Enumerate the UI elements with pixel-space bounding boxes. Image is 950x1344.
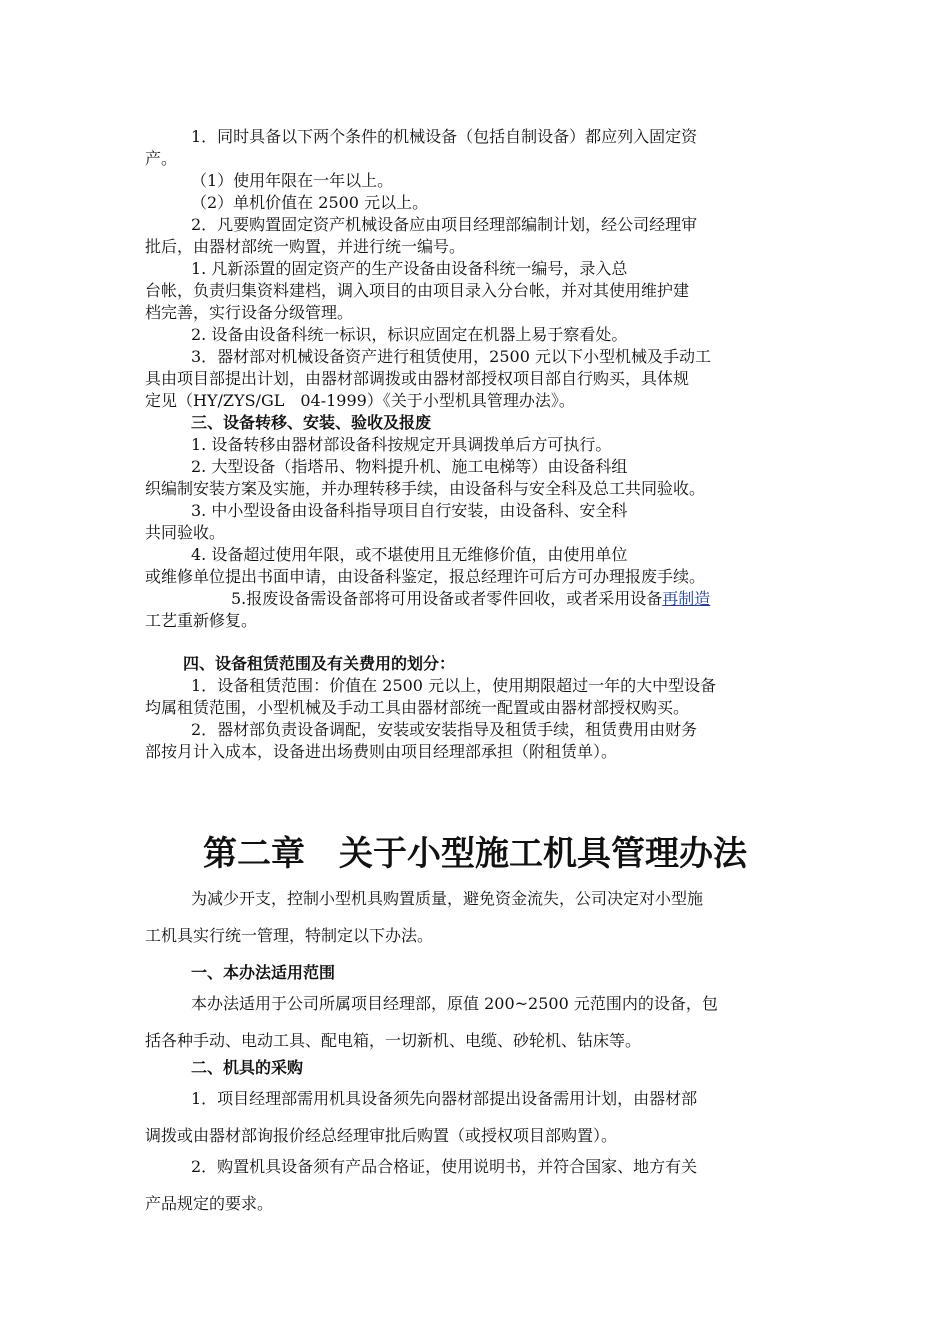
text-line: 本办法适用于公司所属项目经理部，原值 200~2500 元范围内的设备，包	[191, 994, 718, 1013]
text-line: 3．器材部对机械设备资产进行租赁使用，2500 元以下小型机械及手动工	[191, 347, 711, 366]
chapter-title: 第二章 关于小型施工机具管理办法	[203, 834, 747, 874]
heading-text: 二、机具的采购	[191, 1058, 304, 1077]
text-line: 3. 中小型设备由设备科指导项目自行安装，由设备科、安全科	[191, 501, 628, 520]
text-line: 共同验收。	[145, 523, 226, 542]
text-line: 产。	[145, 149, 178, 168]
text-line: 或维修单位提出书面申请，由设备科鉴定，报总经理许可后方可办理报废手续。	[145, 567, 706, 586]
text-line: 产品规定的要求。	[145, 1194, 274, 1213]
text-line	[231, 588, 710, 610]
heading-text: 三、设备转移、安装、验收及报废	[191, 413, 432, 432]
text-line: 1．项目经理部需用机具设备须先向器材部提出设备需用计划，由器材部	[191, 1089, 698, 1108]
text-line: 台帐，负责归集资料建档，调入项目的由项目录入分台帐，并对其使用维护建	[145, 281, 690, 300]
text-line: 2. 大型设备（指塔吊、物料提升机、施工电梯等）由设备科组	[191, 457, 628, 476]
text-line: 2．凡要购置固定资产机械设备应由项目经理部编制计划，经公司经理审	[191, 215, 698, 234]
text-line: 均属租赁范围，小型机械及手动工具由器材部统一配置或由器材部授权购买。	[145, 698, 690, 717]
text-line: 1. 设备转移由器材部设备科按规定开具调拨单后方可执行。	[191, 435, 612, 454]
text-line: 括各种手动、电动工具、配电箱，一切新机、电缆、砂轮机、钻床等。	[145, 1031, 642, 1050]
text-line: 档完善，实行设备分级管理。	[145, 303, 354, 322]
text-line: 1．同时具备以下两个条件的机械设备（包括自制设备）都应列入固定资	[191, 127, 698, 146]
remanufacturing-link[interactable]: 再制造	[662, 589, 711, 608]
text-line: 具由项目部提出计划，由器材部调拨或由器材部授权项目部自行购买，具体规	[145, 369, 690, 388]
text-line: 工机具实行统一管理，特制定以下办法。	[145, 926, 434, 945]
text-line: 4. 设备超过使用年限，或不堪使用且无维修价值，由使用单位	[191, 545, 628, 564]
text-line: 为减少开支，控制小型机具购置质量，避免资金流失，公司决定对小型施	[191, 889, 704, 908]
text-line: 工艺重新修复。	[145, 611, 258, 630]
text-line: 2．器材部负责设备调配，安装或安装指导及租赁手续，租赁费用由财务	[191, 720, 698, 739]
text-line: （2）单机价值在 2500 元以上。	[191, 193, 429, 212]
text-line: 部按月计入成本，设备进出场费则由项目经理部承担（附租赁单）。	[145, 742, 618, 761]
text-line: 织编制安装方案及实施，并办理转移手续，由设备科与安全科及总工共同验收。	[145, 479, 706, 498]
text-line: 1．设备租赁范围：价值在 2500 元以上，使用期限超过一年的大中型设备	[191, 676, 717, 695]
text-line: 1. 凡新添置的固定资产的生产设备由设备科统一编号，录入总	[191, 259, 628, 278]
text-line: 2. 设备由设备科统一标识，标识应固定在机器上易于察看处。	[191, 325, 628, 344]
text-segment: 5.报废设备需设备部将可用设备或者零件回收，或者采用设备	[231, 589, 663, 608]
text-line: （1）使用年限在一年以上。	[191, 171, 394, 190]
heading-text: 一、本办法适用范围	[191, 963, 336, 982]
text-line: 2．购置机具设备须有产品合格证，使用说明书，并符合国家、地方有关	[191, 1157, 698, 1176]
text-line: 调拨或由器材部询报价经总经理审批后购置（或授权项目部购置）。	[145, 1126, 618, 1145]
text-line: 批后，由器材部统一购置，并进行统一编号。	[145, 237, 466, 256]
text-line: 定见（HY/ZYS/GL 04-1999）《关于小型机具管理办法》。	[145, 391, 575, 410]
heading-text: 四、设备租赁范围及有关费用的划分：	[183, 654, 456, 673]
